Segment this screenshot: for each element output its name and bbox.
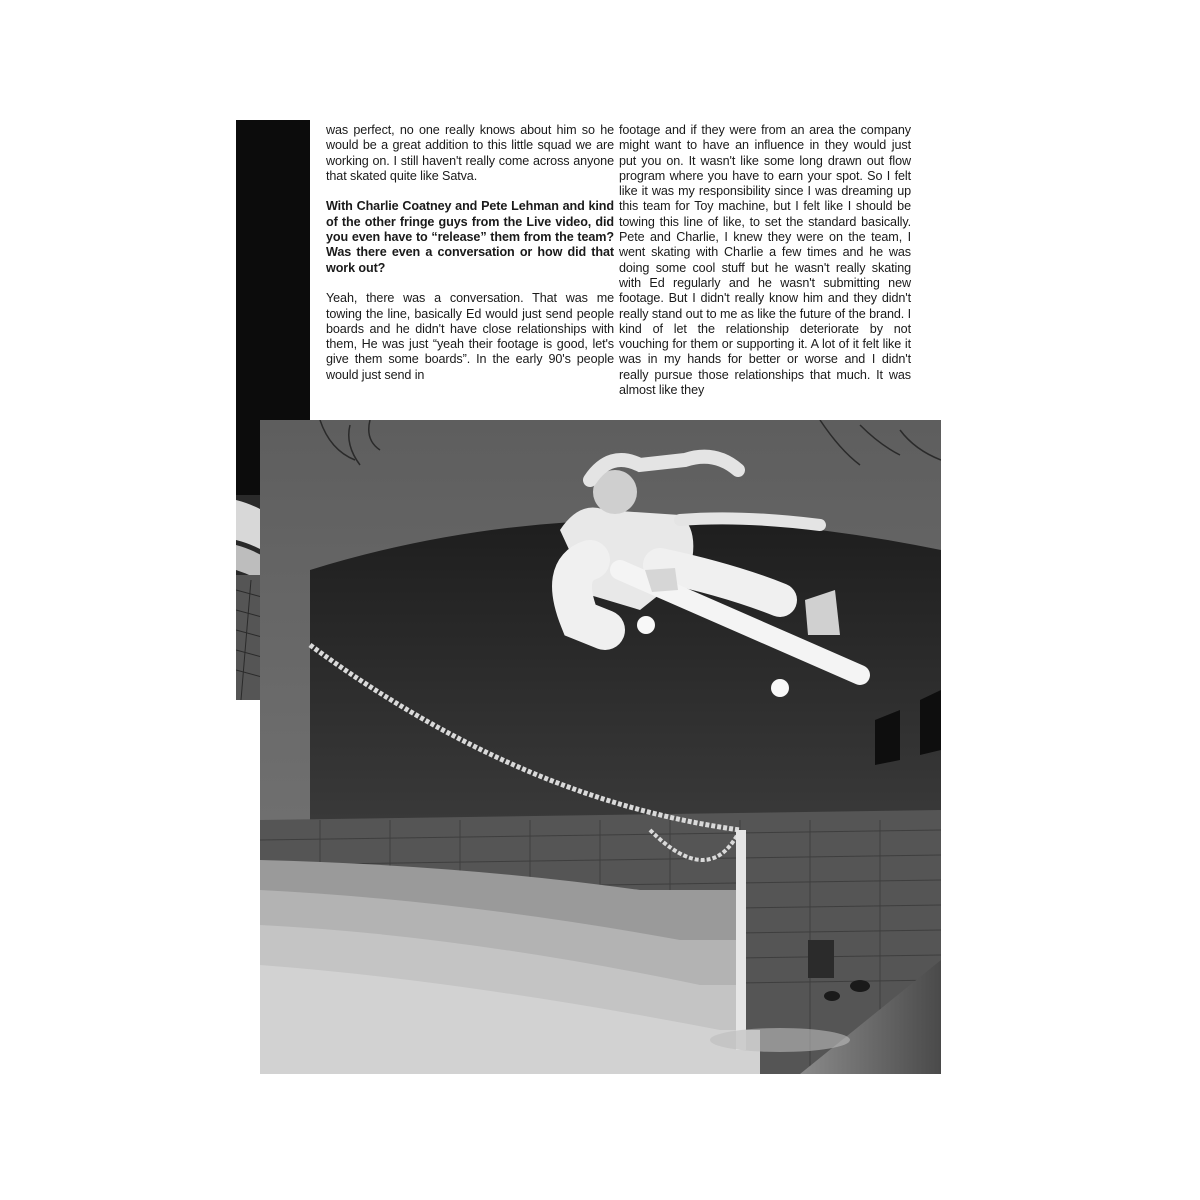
paragraph: Yeah, there was a conversation. That was me towing the line, basically Ed would just send people boards and he didn't have close relationships with them, He was just “yeah their footage is good, let's give them some boards”. In the early 90's people would just send in xyxy=(326,291,614,382)
interview-question: With Charlie Coatney and Pete Lehman and kind of the other fringe guys from the Live video, did you even have to “release” them from the team? Was there even a conversation or how did that work out? xyxy=(326,199,614,275)
skateboard-photo xyxy=(260,420,941,1074)
paragraph: footage and if they were from an area the company might want to have an influence in they would just put you on. It wasn't like some long drawn out flow program where you have to earn your spot. So I felt like it was my responsibility since I was dreaming up this team for Toy machine, but I felt like I should be towing this line of like, to set the standard basically. Pete and Charlie, I knew they were on the team, I went skating with Charlie a few times and he was doing some cool stuff but he wasn't really skating with Ed regularly and he wasn't submitting new footage. But I didn't really know him and they didn't really stand out to me as like the future of the brand. I kind of let the relationship deteriorate by not vouching for them or supporting it. A lot of it felt like it was in my hands for better or worse and I didn't really pursue those relationships that much. It was almost like they xyxy=(619,123,911,398)
paragraph: was perfect, no one really knows about him so he would be a great addition to this little squad we are working on. I still haven't really come across anyone that skated quite like Satva. xyxy=(326,123,614,183)
article-column-right xyxy=(619,123,911,398)
article-column-left xyxy=(326,123,614,383)
